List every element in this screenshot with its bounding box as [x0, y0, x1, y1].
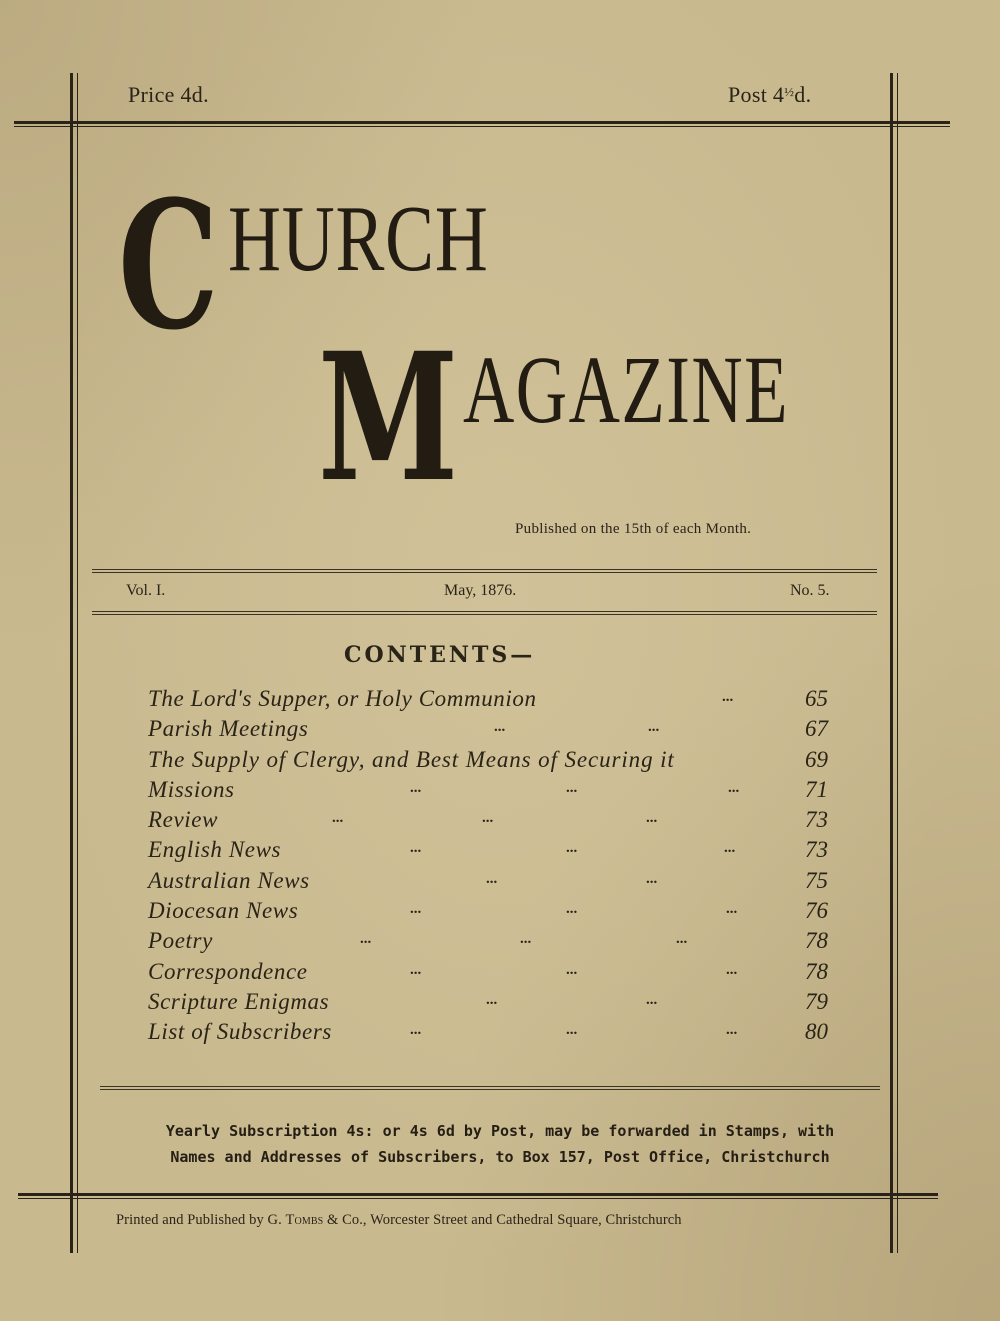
contents-item-page: 73: [805, 837, 828, 863]
leader-dots: ...: [726, 901, 738, 918]
leader-dots: ...: [676, 931, 688, 948]
leader-dots: ...: [494, 719, 506, 736]
leader-dots: ...: [410, 840, 422, 857]
contents-heading: CONTENTS—: [344, 642, 536, 668]
leader-dots: ...: [726, 961, 738, 978]
contents-item: [148, 775, 838, 805]
issue-band-bottom-rule: [92, 611, 877, 615]
contents-item: [148, 957, 838, 987]
subscription-line-2: Names and Addresses of Subscribers, to Box 157, Post Office, Christchurch: [170, 1148, 830, 1166]
contents-item: [148, 745, 838, 775]
contents-item: [148, 987, 838, 1017]
volume-label: Vol. I.: [126, 582, 166, 599]
contents-list: [148, 684, 838, 1048]
leader-dots: ...: [410, 961, 422, 978]
leader-dots: ...: [646, 810, 658, 827]
contents-item-title: Diocesan News: [148, 898, 299, 924]
contents-item-page: 78: [805, 958, 828, 984]
contents-item: [148, 926, 838, 956]
contents-item-title: The Supply of Clergy, and Best Means of Securing it: [148, 746, 675, 772]
leader-dots: ...: [482, 810, 494, 827]
masthead-church-rest: HURCH: [228, 187, 489, 291]
contents-item: [148, 896, 838, 926]
leader-dots: ...: [566, 779, 578, 796]
issue-band-top-rule: [92, 569, 877, 573]
leader-dots: ...: [724, 840, 736, 857]
imprint-suffix: & Co., Worcester Street and Cathedral Square, Christchurch: [323, 1212, 682, 1228]
contents-item-title: Australian News: [148, 867, 310, 893]
leader-dots: ...: [486, 991, 498, 1008]
leader-dots: ...: [646, 870, 658, 887]
contents-item: [148, 1017, 838, 1047]
leader-dots: ...: [486, 870, 498, 887]
contents-item-page: 80: [805, 1019, 828, 1045]
contents-item-title: Scripture Enigmas: [148, 988, 330, 1014]
postage-prefix: Post 4: [728, 82, 785, 107]
contents-item-title: Missions: [148, 776, 235, 802]
imprint-prefix: Printed and Published by G.: [116, 1212, 286, 1228]
contents-item-title: Parish Meetings: [148, 716, 309, 742]
leader-dots: ...: [722, 689, 734, 705]
leader-dots: ...: [728, 779, 740, 796]
leader-dots: ...: [726, 1022, 738, 1039]
leader-dots: ...: [410, 1022, 422, 1039]
leader-dots: ...: [566, 1022, 578, 1039]
contents-item: [148, 684, 838, 714]
contents-item: [148, 866, 838, 896]
contents-item-page: 65: [805, 686, 828, 711]
contents-item-page: 71: [805, 776, 828, 802]
price-label: Price 4d.: [128, 82, 209, 107]
contents-item-title: Poetry: [148, 928, 213, 954]
postage-fraction: ½: [784, 84, 795, 99]
frame-bottom-rule: [18, 1193, 938, 1199]
contents-item-page: 78: [805, 928, 828, 954]
contents-item-page: 73: [805, 807, 828, 833]
contents-item-page: 76: [805, 898, 828, 924]
contents-item-title: Correspondence: [148, 958, 308, 984]
contents-item-title: Review: [148, 807, 219, 833]
contents-item: [148, 835, 838, 865]
issue-number: No. 5.: [790, 582, 830, 599]
leader-dots: ...: [410, 901, 422, 918]
frame-top-rule: [14, 121, 950, 127]
leader-dots: ...: [360, 931, 372, 948]
leader-dots: ...: [332, 810, 344, 827]
issue-date: May, 1876.: [444, 582, 517, 599]
contents-item-page: 69: [805, 746, 828, 772]
contents-item-title: English News: [148, 837, 282, 863]
leader-dots: ...: [410, 779, 422, 796]
contents-item-title: List of Subscribers: [148, 1019, 332, 1045]
postage-suffix: d.: [794, 82, 812, 107]
leader-dots: ...: [566, 961, 578, 978]
leader-dots: ...: [520, 931, 532, 948]
masthead-initial-c: C: [118, 162, 219, 369]
imprint-printer-name: Tombs: [285, 1212, 324, 1228]
subscription-line-1: Yearly Subscription 4s: or 4s 6d by Post, may be forwarded in Stamps, with: [165, 1122, 835, 1140]
contents-item-title: The Lord's Supper, or Holy Communion: [148, 686, 537, 711]
printer-imprint: [116, 1212, 682, 1229]
contents-item-page: 75: [805, 867, 828, 893]
frame-right-rule: [890, 73, 898, 1253]
leader-dots: ...: [566, 840, 578, 857]
publication-schedule: Published on the 15th of each Month.: [515, 521, 752, 537]
leader-dots: ...: [566, 901, 578, 918]
leader-dots: ...: [648, 719, 660, 736]
subscription-notice: [100, 1118, 900, 1170]
masthead-magazine-rest: AGAZINE: [463, 336, 790, 443]
leader-dots: ...: [646, 991, 658, 1008]
frame-left-rule: [70, 73, 78, 1253]
subscription-top-rule: [100, 1086, 880, 1090]
contents-item: [148, 714, 838, 744]
contents-item-page: 67: [805, 716, 828, 742]
postage-label: [728, 82, 811, 108]
contents-item-page: 79: [805, 988, 828, 1014]
contents-item: [148, 805, 838, 835]
masthead-initial-m: M: [318, 314, 459, 521]
